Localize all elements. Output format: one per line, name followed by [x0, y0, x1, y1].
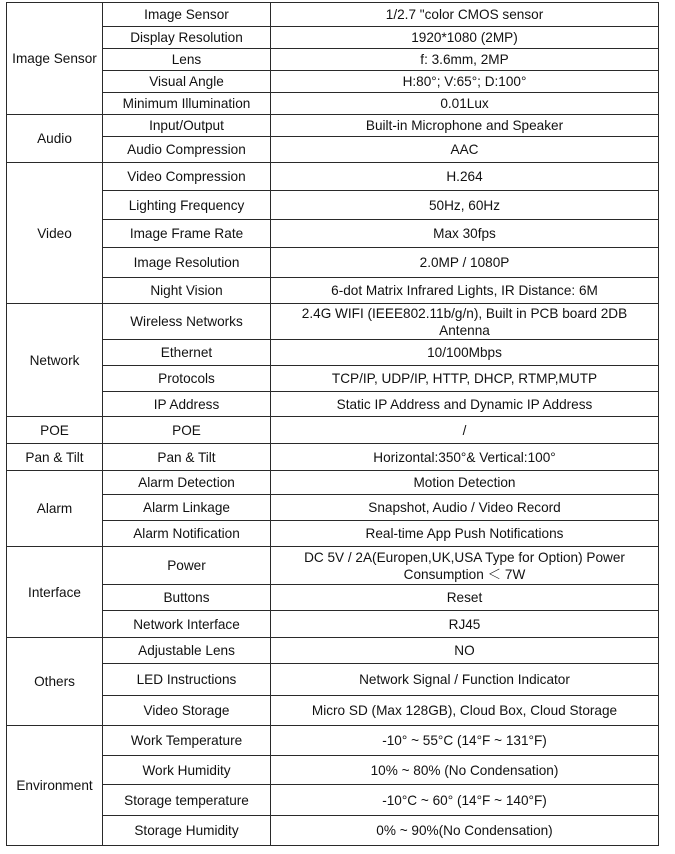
table-row	[7, 585, 659, 611]
table-row	[7, 444, 659, 471]
spec-value-cell: 10% ~ 80% (No Condensation)	[271, 756, 659, 785]
spec-item-cell: Work Humidity	[103, 756, 271, 785]
spec-value-cell: Micro SD (Max 128GB), Cloud Box, Cloud Storage	[271, 696, 659, 726]
table-row	[7, 248, 659, 278]
table-row	[7, 137, 659, 163]
spec-value-cell: 0% ~ 90%(No Condensation)	[271, 816, 659, 846]
table-row	[7, 664, 659, 696]
spec-item-cell: Storage Humidity	[103, 816, 271, 846]
spec-value-cell: H:80°; V:65°; D:100°	[271, 71, 659, 93]
table-row	[7, 816, 659, 846]
table-row	[7, 495, 659, 521]
spec-value-cell: Max 30fps	[271, 220, 659, 248]
category-cell: Image Sensor	[7, 3, 103, 115]
spec-item-cell: Visual Angle	[103, 71, 271, 93]
spec-item-cell: Alarm Notification	[103, 521, 271, 547]
category-cell: Interface	[7, 547, 103, 638]
spec-value-cell: 1/2.7 "color CMOS sensor	[271, 3, 659, 27]
spec-value-cell: -10°C ~ 60° (14°F ~ 140°F)	[271, 785, 659, 816]
spec-value-cell: RJ45	[271, 611, 659, 638]
spec-value-cell: /	[271, 417, 659, 444]
spec-value-cell: Horizontal:350°& Vertical:100°	[271, 444, 659, 471]
spec-value-cell: 50Hz, 60Hz	[271, 191, 659, 220]
spec-value-cell: -10° ~ 55°C (14°F ~ 131°F)	[271, 726, 659, 756]
spec-value-cell: 6-dot Matrix Infrared Lights, IR Distance: 6M	[271, 278, 659, 304]
spec-item-cell: Lens	[103, 49, 271, 71]
spec-item-cell: Alarm Linkage	[103, 495, 271, 521]
spec-value-cell: NO	[271, 638, 659, 664]
category-cell: Pan & Tilt	[7, 444, 103, 471]
spec-item-cell: Audio Compression	[103, 137, 271, 163]
spec-item-cell: Protocols	[103, 366, 271, 392]
spec-item-cell: Video Storage	[103, 696, 271, 726]
table-row	[7, 71, 659, 93]
spec-value-cell: AAC	[271, 137, 659, 163]
category-cell: Alarm	[7, 471, 103, 547]
spec-item-cell: Display Resolution	[103, 27, 271, 49]
spec-value-cell: 0.01Lux	[271, 93, 659, 115]
spec-value-cell: Reset	[271, 585, 659, 611]
spec-item-cell: Ethernet	[103, 340, 271, 366]
category-cell: Video	[7, 163, 103, 304]
spec-value-cell: Snapshot, Audio / Video Record	[271, 495, 659, 521]
category-cell: Network	[7, 304, 103, 417]
spec-item-cell: Minimum Illumination	[103, 93, 271, 115]
spec-value-cell: Real-time App Push Notifications	[271, 521, 659, 547]
spec-item-cell: Work Temperature	[103, 726, 271, 756]
spec-item-cell: Image Sensor	[103, 3, 271, 27]
table-row	[7, 220, 659, 248]
category-cell: Audio	[7, 115, 103, 163]
spec-value-cell: 2.4G WIFI (IEEE802.11b/g/n), Built in PCB board 2DB Antenna	[271, 304, 659, 340]
spec-value-cell: DC 5V / 2A(Europen,UK,USA Type for Option) Power Consumption ＜ 7W	[271, 547, 659, 585]
specification-table	[6, 2, 659, 846]
spec-item-cell: Storage temperature	[103, 785, 271, 816]
spec-value-cell: Network Signal / Function Indicator	[271, 664, 659, 696]
table-row	[7, 340, 659, 366]
spec-value-cell: 1920*1080 (2MP)	[271, 27, 659, 49]
spec-item-cell: Lighting Frequency	[103, 191, 271, 220]
table-row	[7, 756, 659, 785]
spec-value-cell: Motion Detection	[271, 471, 659, 495]
spec-item-cell: Alarm Detection	[103, 471, 271, 495]
spec-item-cell: Video Compression	[103, 163, 271, 191]
table-row	[7, 3, 659, 27]
spec-item-cell: POE	[103, 417, 271, 444]
spec-item-cell: Image Frame Rate	[103, 220, 271, 248]
table-row	[7, 49, 659, 71]
table-row	[7, 521, 659, 547]
table-row	[7, 115, 659, 137]
spec-value-cell: H.264	[271, 163, 659, 191]
table-row	[7, 417, 659, 444]
spec-item-cell: Power	[103, 547, 271, 585]
spec-item-cell: Night Vision	[103, 278, 271, 304]
table-row	[7, 392, 659, 417]
spec-value-cell: TCP/IP, UDP/IP, HTTP, DHCP, RTMP,MUTP	[271, 366, 659, 392]
spec-item-cell: Image Resolution	[103, 248, 271, 278]
spec-value-cell: 10/100Mbps	[271, 340, 659, 366]
spec-item-cell: Wireless Networks	[103, 304, 271, 340]
spec-value-cell: Built-in Microphone and Speaker	[271, 115, 659, 137]
table-row	[7, 163, 659, 191]
table-row	[7, 191, 659, 220]
spec-item-cell: Adjustable Lens	[103, 638, 271, 664]
table-row	[7, 611, 659, 638]
spec-value-cell: 2.0MP / 1080P	[271, 248, 659, 278]
table-row	[7, 93, 659, 115]
table-row	[7, 471, 659, 495]
category-cell: Others	[7, 638, 103, 726]
table-row	[7, 547, 659, 585]
category-cell: POE	[7, 417, 103, 444]
spec-item-cell: Pan & Tilt	[103, 444, 271, 471]
table-row	[7, 726, 659, 756]
table-row	[7, 366, 659, 392]
table-row	[7, 785, 659, 816]
spec-item-cell: IP Address	[103, 392, 271, 417]
spec-item-cell: Network Interface	[103, 611, 271, 638]
specification-table-body	[7, 3, 659, 846]
spec-value-cell: Static IP Address and Dynamic IP Address	[271, 392, 659, 417]
spec-item-cell: Input/Output	[103, 115, 271, 137]
table-row	[7, 27, 659, 49]
spec-item-cell: Buttons	[103, 585, 271, 611]
table-row	[7, 304, 659, 340]
spec-item-cell: LED Instructions	[103, 664, 271, 696]
category-cell: Environment	[7, 726, 103, 846]
table-row	[7, 696, 659, 726]
table-row	[7, 278, 659, 304]
table-row	[7, 638, 659, 664]
spec-value-cell: f: 3.6mm, 2MP	[271, 49, 659, 71]
